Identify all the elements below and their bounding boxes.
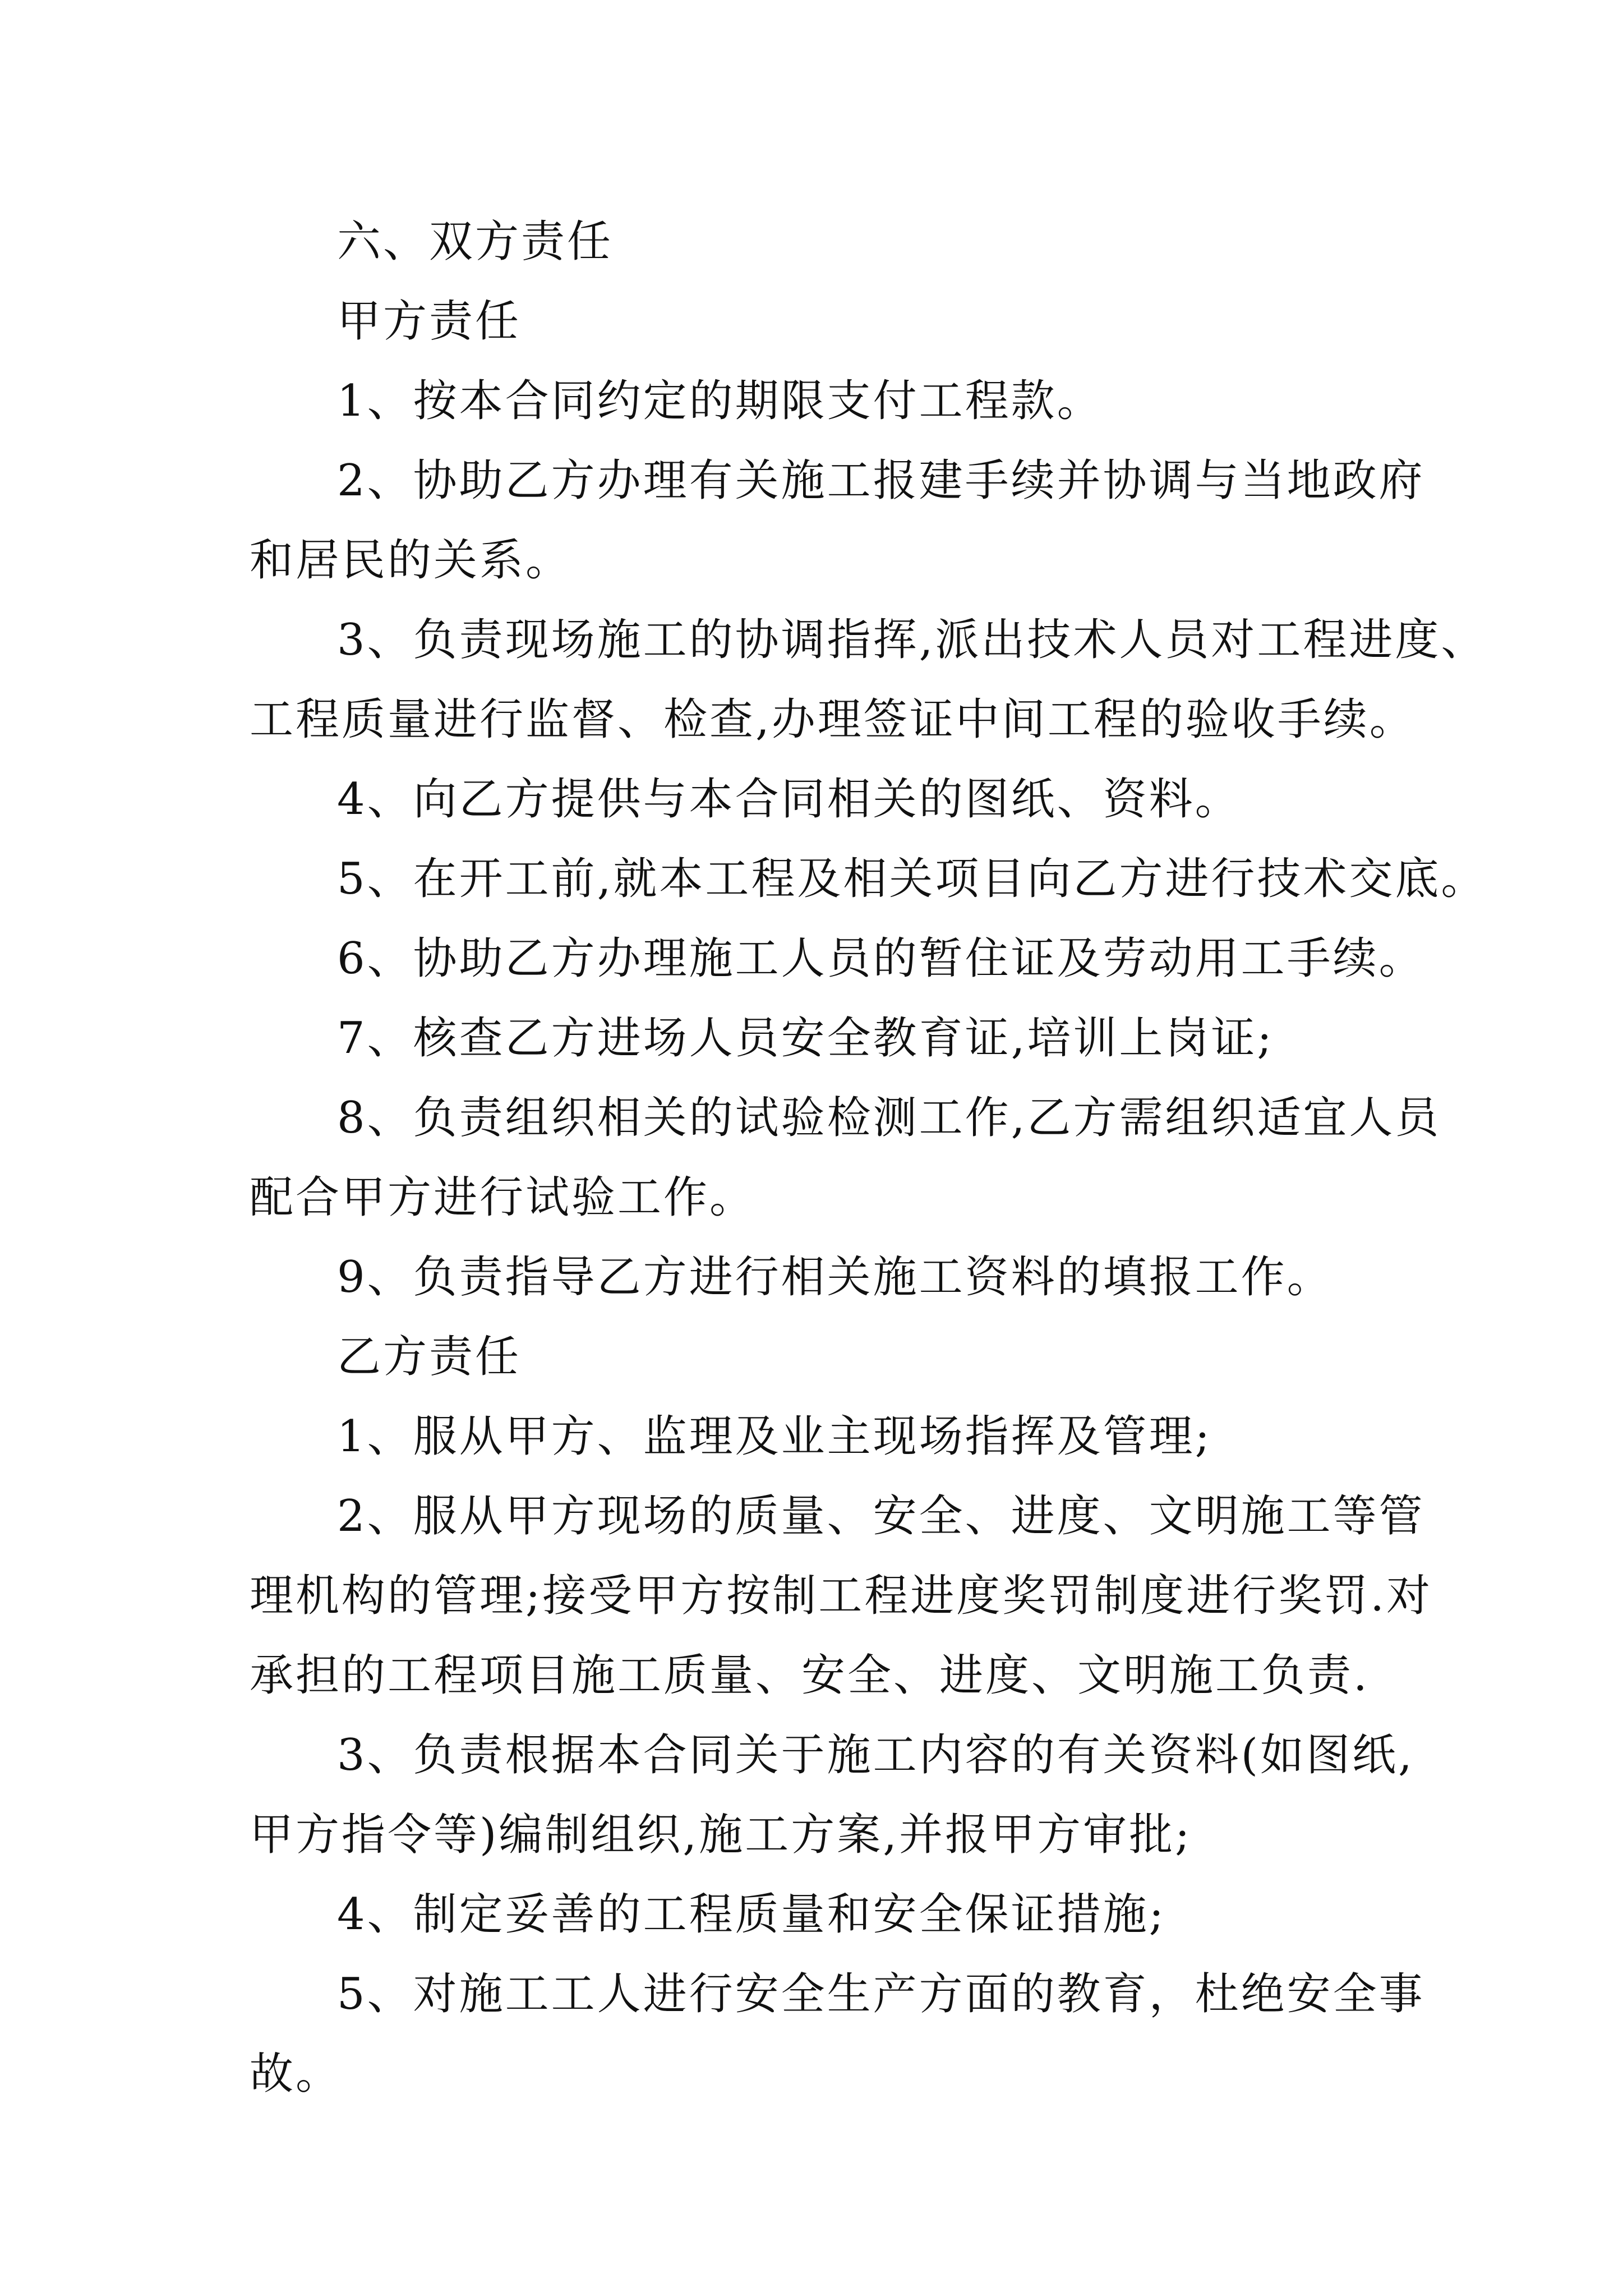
paragraph-line: 5、对施工工人进行安全生产方面的教育，杜绝安全事 (337, 1969, 1425, 2019)
paragraph-line: 1、服从甲方、监理及业主现场指挥及管理; (337, 1411, 1212, 1462)
paragraph-line: 甲方指令等)编制组织,施工方案,并报甲方审批; (250, 1810, 1192, 1860)
paragraph-line: 4、向乙方提供与本合同相关的图纸、资料。 (337, 774, 1241, 825)
subheading-party-a: 甲方责任 (337, 296, 522, 347)
section-heading: 六、双方责任 (337, 217, 614, 267)
paragraph-line: 8、负责组织相关的试验检测工作,乙方需组织适宜人员 (337, 1093, 1441, 1143)
paragraph-line: 7、核查乙方进场人员安全教育证,培训上岗证; (337, 1013, 1274, 1064)
paragraph-line: 6、协助乙方办理施工人员的暂住证及劳动用工手续。 (337, 933, 1425, 984)
paragraph-line: 9、负责指导乙方进行相关施工资料的填报工作。 (337, 1252, 1333, 1303)
paragraph-line: 和居民的关系。 (250, 535, 572, 586)
paragraph-line: 2、服从甲方现场的质量、安全、进度、文明施工等管 (337, 1491, 1425, 1542)
subheading-party-b: 乙方责任 (337, 1332, 522, 1382)
paragraph-line: 3、负责现场施工的协调指挥,派出技术人员对工程进度、 (337, 615, 1487, 665)
paragraph-line: 2、协助乙方办理有关施工报建手续并协调与当地政府 (337, 455, 1425, 506)
paragraph-line: 5、在开工前,就本工程及相关项目向乙方进行技术交底。 (337, 854, 1487, 904)
paragraph-line: 1、按本合同约定的期限支付工程款。 (337, 376, 1103, 426)
paragraph-line: 承担的工程项目施工质量、安全、进度、文明施工负责. (250, 1650, 1370, 1701)
paragraph-line: 4、制定妥善的工程质量和安全保证措施; (337, 1889, 1166, 1940)
paragraph-line: 理机构的管理;接受甲方按制工程进度奖罚制度进行奖罚.对 (250, 1571, 1433, 1621)
paragraph-line: 工程质量进行监督、检查,办理签证中间工程的验收手续。 (250, 694, 1415, 745)
paragraph-line: 故。 (250, 2049, 342, 2099)
paragraph-line: 配合甲方进行试验工作。 (250, 1172, 756, 1223)
document-body (250, 202, 1487, 2114)
paragraph-line: 3、负责根据本合同关于施工内容的有关资料(如图纸, (337, 1730, 1414, 1780)
